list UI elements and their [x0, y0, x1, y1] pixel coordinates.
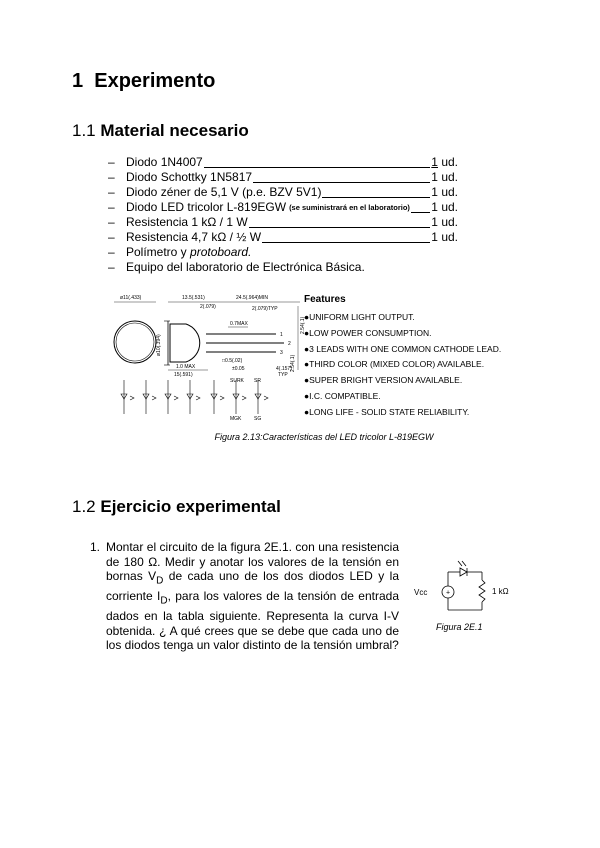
pin-1-label: 1 [280, 332, 283, 338]
list-item: – Diodo zéner de 5,1 V (p.e. BZV 5V1) 1 ud. [108, 185, 458, 199]
subsection-title: Material necesario [100, 121, 249, 140]
dim-d4: 1.0 MAX [176, 364, 196, 370]
dim-pitch1: 2.54(.1) [300, 316, 306, 334]
circuit-vcc-label: Vcc [414, 588, 428, 597]
feature-item: ●UNIFORM LIGHT OUTPUT. [304, 312, 415, 322]
list-item: – Resistencia 4,7 kΩ / ½ W 1 ud. [108, 230, 458, 244]
material-note: (se suministrará en el laboratorio) [289, 203, 410, 212]
pin-3-label: 3 [280, 350, 283, 356]
section-number: 1 [72, 70, 84, 92]
subsection-heading-ejercicio [72, 497, 281, 517]
list-item: – Polímetro y protoboard. [108, 245, 252, 259]
schem-label-surk: SURK [230, 378, 244, 384]
subsection-number: 1.2 [72, 497, 96, 516]
materials-list [108, 155, 458, 275]
dim-d7: ±0.05 [232, 366, 245, 372]
dim-d6: □0.5(.02) [222, 358, 243, 364]
feature-item: ●SUPER BRIGHT VERSION AVAILABLE. [304, 375, 463, 386]
exercise-number: 1. [90, 540, 101, 554]
circuit-resistor-label: 1 kΩ [492, 587, 509, 596]
list-item: – Equipo del laboratorio de Electrónica Básica. [108, 260, 365, 274]
dim-pitch2: 2.54(.1) [290, 354, 296, 372]
subsection-number: 1.1 [72, 121, 96, 140]
features-title: Features [304, 294, 346, 305]
list-item: – Diodo LED tricolor L-819EGW (se suministrará en el laboratorio) 1 ud. [108, 200, 458, 214]
dim-len2: 24.5(.964)MIN [236, 295, 268, 301]
dim-d9: TYP [278, 372, 288, 378]
dim-d3: 0.7MAX [230, 321, 248, 327]
schem-label-sg: SG [254, 416, 262, 422]
dim-d-body: ø10(.394) [156, 334, 162, 356]
dim-len1: 13.5(.531) [182, 295, 205, 301]
svg-text:+: + [446, 589, 451, 597]
dim-d2: 2(.079)TYP [252, 306, 278, 312]
feature-item: ●3 LEADS WITH ONE COMMON CATHODE LEAD. [304, 343, 502, 354]
feature-item: ●LONG LIFE - SOLID STATE RELIABILITY. [304, 406, 470, 417]
figure-caption-led: Figura 2.13:Características del LED tricolor L-819EGW [214, 432, 434, 442]
feature-item: ●I.C. COMPATIBLE. [304, 390, 381, 401]
schem-label-sr: SR [254, 378, 261, 384]
section-heading [72, 70, 215, 93]
dim-d1: 2(.079) [200, 304, 216, 310]
feature-item: ●THIRD COLOR (MIXED COLOR) AVAILABLE. [304, 359, 485, 370]
list-item: – Diodo Schottky 1N5817 1 ud. [108, 170, 458, 184]
section-title: Experimento [94, 70, 216, 92]
led-features [304, 294, 501, 421]
figure-caption-circuit: Figura 2E.1 [436, 622, 483, 632]
feature-item: ●LOW POWER CONSUMPTION. [304, 327, 432, 338]
dim-d8: 4(.157) [276, 366, 292, 372]
subsection-title: Ejercicio experimental [100, 497, 281, 516]
dim-d5: 15(.591) [174, 372, 193, 378]
schem-label-mgk: MGK [230, 416, 242, 422]
dim-d-outer: ø11(.433) [120, 295, 142, 301]
subsection-heading-material [72, 121, 249, 141]
list-item: – Diodo 1N4007 1 ud. [108, 155, 458, 169]
pin-2-label: 2 [288, 341, 291, 347]
led-dimension-drawing [108, 290, 304, 426]
exercise-text: Montar el circuito de la figura 2E.1. con una resistencia de 180 Ω. Medir y anotar los valores de la tensión en bornas $V_D$ de cada uno de los dos diodos LED y la corriente $I_D$, para los valores de la tensión de entrada dados en la tabla siguiente. Representa la curva I-V obtenida. ¿ A qué crees que se debe que cada uno de los diodos tenga un valor distinto de la tensión umbral? [106, 540, 400, 653]
list-item: – Resistencia 1 kΩ / 1 W 1 ud. [108, 215, 458, 229]
circuit-diagram [412, 560, 522, 622]
